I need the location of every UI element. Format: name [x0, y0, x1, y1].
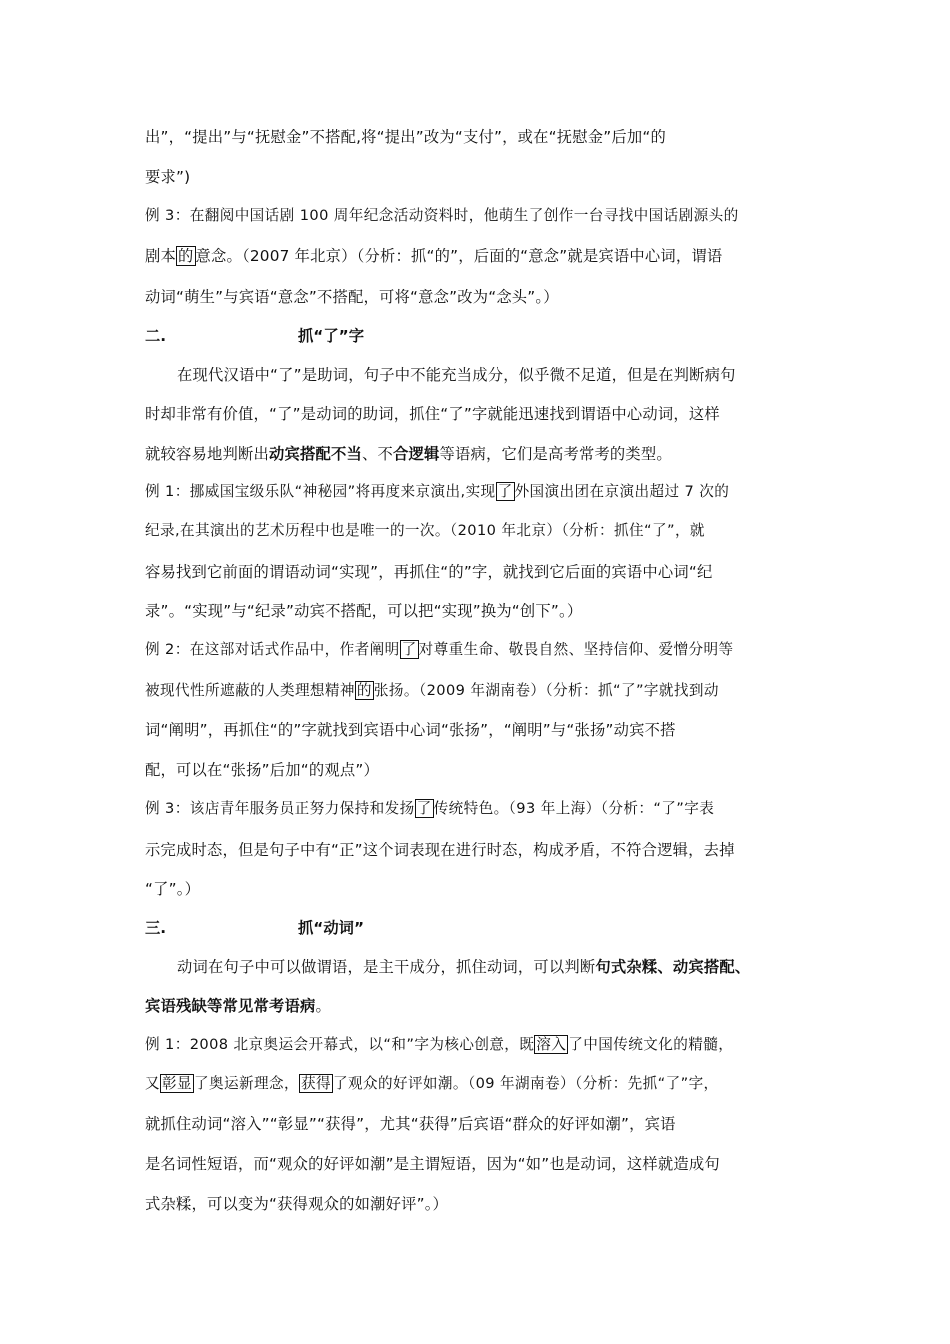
boxed-word: 彰显 [162, 1075, 192, 1092]
text-span: 例 1：挪威国宝级乐队“神秘园”将再度来京演出,实现 [145, 483, 496, 500]
text-span: 例 3：该店青年服务员正努力保持和发扬 [145, 800, 415, 817]
text-span: 剧本 [145, 247, 176, 265]
text-line [145, 995, 331, 1017]
text-span: 意念。（2007 年北京）（分析：抓“的”，后面的“意念”就是宾语中心词，谓语 [195, 247, 723, 265]
text-line: 动词“萌生”与宾语“意念”不搭配，可将“意念”改为“念头”。） [145, 288, 559, 306]
text-line [145, 798, 714, 820]
text-line: 词“阐明”，再抓住“的”字就找到宾语中心词“张扬”，“阐明”与“张扬”动宾不搭 [145, 721, 676, 739]
boxed-word: 了 [416, 800, 432, 817]
boxed-word: 的 [178, 247, 194, 265]
text-span: 等语病，它们是高考常考的类型。 [439, 445, 672, 463]
text-line [145, 443, 672, 465]
text-line [145, 245, 722, 267]
text-line [145, 1073, 719, 1095]
text-line: 要求”) [145, 168, 191, 186]
text-line: 示完成时态，但是句子中有“正”这个词表现在进行时态，构成矛盾，不符合逻辑，去掉 [145, 841, 735, 859]
text-line: 出”，“提出”与“抚慰金”不搭配,将“提出”改为“支付”，或在“抚慰金”后加“的 [145, 128, 666, 146]
boxed-word: 获得 [300, 1075, 331, 1092]
text-line: 录”。“实现”与“纪录”动宾不搭配，可以把“实现”换为“创下”。） [145, 602, 583, 620]
text-span: 对尊重生命、敬畏自然、坚持信仰、爱憎分明等 [418, 641, 734, 658]
text-line [145, 639, 734, 661]
text-line [145, 680, 719, 702]
text-line: 在现代汉语中“了”是助词，句子中不能充当成分，似乎微不足道，但是在判断病句 [177, 366, 736, 384]
text-span: 又 [145, 1075, 160, 1092]
text-line: 纪录,在其演出的艺术历程中也是唯一的一次。（2010 年北京）（分析：抓住“了”，就 [145, 522, 705, 539]
text-line: 是名词性短语，而“观众的好评如潮”是主谓短语，因为“如”也是动词，这样就造成句 [145, 1155, 720, 1173]
text-line: 例 3：在翻阅中国话剧 100 周年纪念活动资料时，他萌生了创作一台寻找中国话剧源头的 [145, 207, 739, 224]
text-span: 外国演出团在京演出超过 7 次的 [514, 483, 730, 500]
boxed-word: 的 [356, 682, 372, 699]
bold-term: 动宾搭配不当 [268, 445, 362, 463]
text-span: 被现代性所遮蔽的人类理想精神 [145, 682, 355, 699]
text-span: 。 [315, 997, 331, 1015]
bold-term: 合逻辑 [392, 445, 440, 463]
text-span: 就较容易地判断出 [145, 445, 269, 463]
bold-term: 宾语残缺等常见常考语病 [145, 997, 316, 1015]
boxed-word: 溶入 [536, 1036, 567, 1053]
text-line [145, 1034, 733, 1056]
text-line [177, 956, 750, 978]
text-span: 、不 [361, 445, 393, 463]
text-span: 了中国传统文化的精髓， [568, 1036, 734, 1053]
text-span: 了观众的好评如潮。（09 年湖南卷）（分析：先抓“了”字， [332, 1075, 719, 1092]
text-line: “了”。） [145, 880, 201, 898]
text-line: 时却非常有价值，“了”是动词的助词，抓住“了”字就能迅速找到谓语中心动词，这样 [145, 405, 720, 423]
text-span: 例 2：在这部对话式作品中，作者阐明 [145, 641, 400, 658]
text-span: 了奥运新理念， [194, 1075, 299, 1092]
boxed-word: 了 [401, 641, 417, 658]
text-line: 式杂糅，可以变为“获得观众的如潮好评”。） [145, 1195, 449, 1213]
text-line [145, 481, 729, 503]
text-line: 配，可以在“张扬”后加“的观点”） [145, 761, 379, 779]
text-line: 容易找到它前面的谓语动词“实现”，再抓住“的”字，就找到它后面的宾语中心词“纪 [145, 563, 713, 581]
text-span: 动词在句子中可以做谓语，是主干成分，抓住动词，可以判断 [177, 958, 596, 976]
section-title: 抓“动词” [298, 919, 364, 937]
section-title: 抓“了”字 [298, 327, 364, 345]
text-span: 传统特色。（93 年上海）（分析：“了”字表 [433, 800, 715, 817]
text-line: 就抓住动词“溶入”“彰显”“获得”，尤其“获得”后宾语“群众的好评如潮”，宾语 [145, 1115, 676, 1133]
boxed-word: 了 [497, 483, 513, 500]
text-span: 例 1：2008 北京奥运会开幕式，以“和”字为核心创意，既 [145, 1036, 535, 1053]
text-span: 张扬。（2009 年湖南卷）（分析：抓“了”字就找到动 [373, 682, 719, 699]
section-number: 三. [145, 919, 167, 937]
bold-term: 句式杂糅、动宾搭配、 [595, 958, 751, 976]
section-number: 二. [145, 327, 167, 345]
